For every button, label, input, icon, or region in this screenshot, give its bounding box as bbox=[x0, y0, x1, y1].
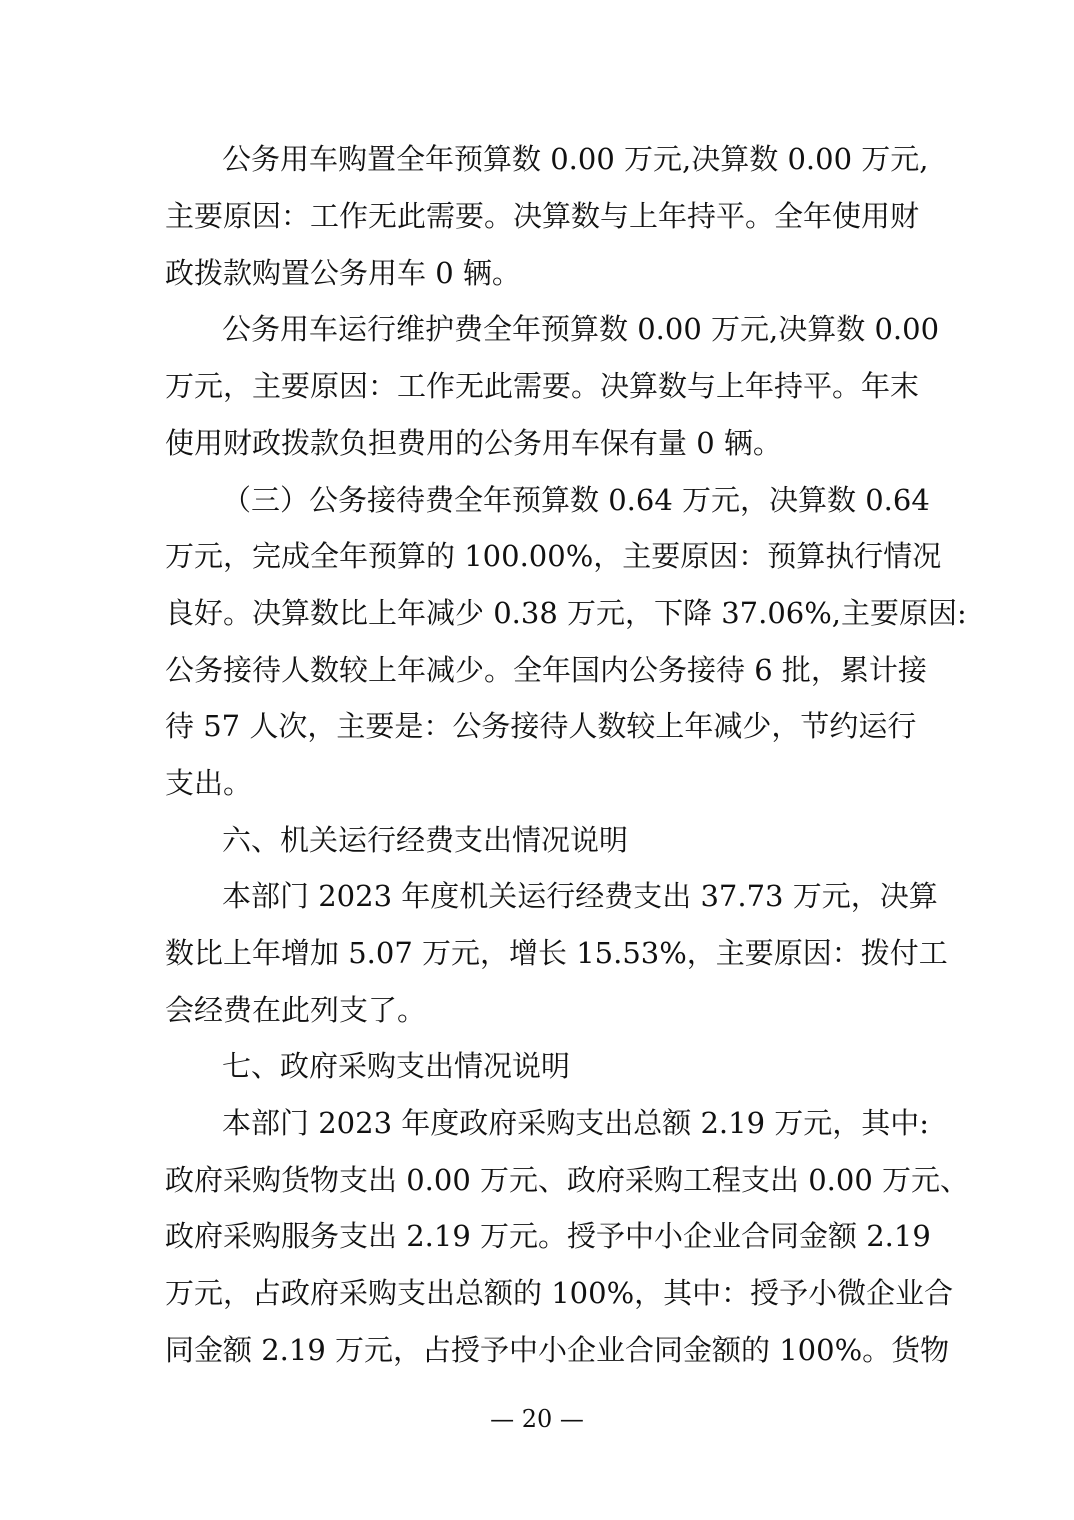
paragraph-line: （三）公务接待费全年预算数 0.64 万元，决算数 0.64 bbox=[222, 483, 930, 517]
section-heading: 六、机关运行经费支出情况说明 bbox=[222, 823, 629, 857]
paragraph-line: 同金额 2.19 万元，占授予中小企业合同金额的 100%。货物 bbox=[165, 1333, 950, 1367]
paragraph-line: 政拨款购置公务用车 0 辆。 bbox=[165, 256, 521, 290]
paragraph-line: 公务接待人数较上年减少。全年国内公务接待 6 批，累计接 bbox=[165, 653, 927, 687]
paragraph-line: 公务用车购置全年预算数 0.00 万元,决算数 0.00 万元, bbox=[222, 142, 929, 176]
paragraph-line: 数比上年增加 5.07 万元，增长 15.53%，主要原因：拨付工 bbox=[165, 936, 948, 970]
paragraph-line: 待 57 人次，主要是：公务接待人数较上年减少，节约运行 bbox=[165, 709, 917, 743]
paragraph-line: 政府采购货物支出 0.00 万元、政府采购工程支出 0.00 万元、 bbox=[165, 1163, 970, 1197]
paragraph-line: 使用财政拨款负担费用的公务用车保有量 0 辆。 bbox=[165, 426, 782, 460]
paragraph-line: 政府采购服务支出 2.19 万元。授予中小企业合同金额 2.19 bbox=[165, 1219, 931, 1253]
paragraph-line: 万元，主要原因：工作无此需要。决算数与上年持平。年末 bbox=[165, 369, 920, 403]
paragraph-line: 本部门 2023 年度机关运行经费支出 37.73 万元，决算 bbox=[222, 879, 938, 913]
paragraph-line: 会经费在此列支了。 bbox=[165, 993, 427, 1027]
paragraph-line: 良好。决算数比上年减少 0.38 万元，下降 37.06%,主要原因: bbox=[165, 596, 967, 630]
page-number: — 20 — bbox=[490, 1405, 584, 1433]
paragraph-line: 万元，占政府采购支出总额的 100%，其中：授予小微企业合 bbox=[165, 1276, 954, 1310]
paragraph-line: 主要原因：工作无此需要。决算数与上年持平。全年使用财 bbox=[165, 199, 920, 233]
paragraph-line: 公务用车运行维护费全年预算数 0.00 万元,决算数 0.00 bbox=[222, 312, 940, 346]
paragraph-line: 本部门 2023 年度政府采购支出总额 2.19 万元，其中: bbox=[222, 1106, 930, 1140]
paragraph-line: 支出。 bbox=[165, 766, 253, 800]
section-heading: 七、政府采购支出情况说明 bbox=[222, 1049, 571, 1083]
paragraph-line: 万元，完成全年预算的 100.00%，主要原因：预算执行情况 bbox=[165, 539, 942, 573]
